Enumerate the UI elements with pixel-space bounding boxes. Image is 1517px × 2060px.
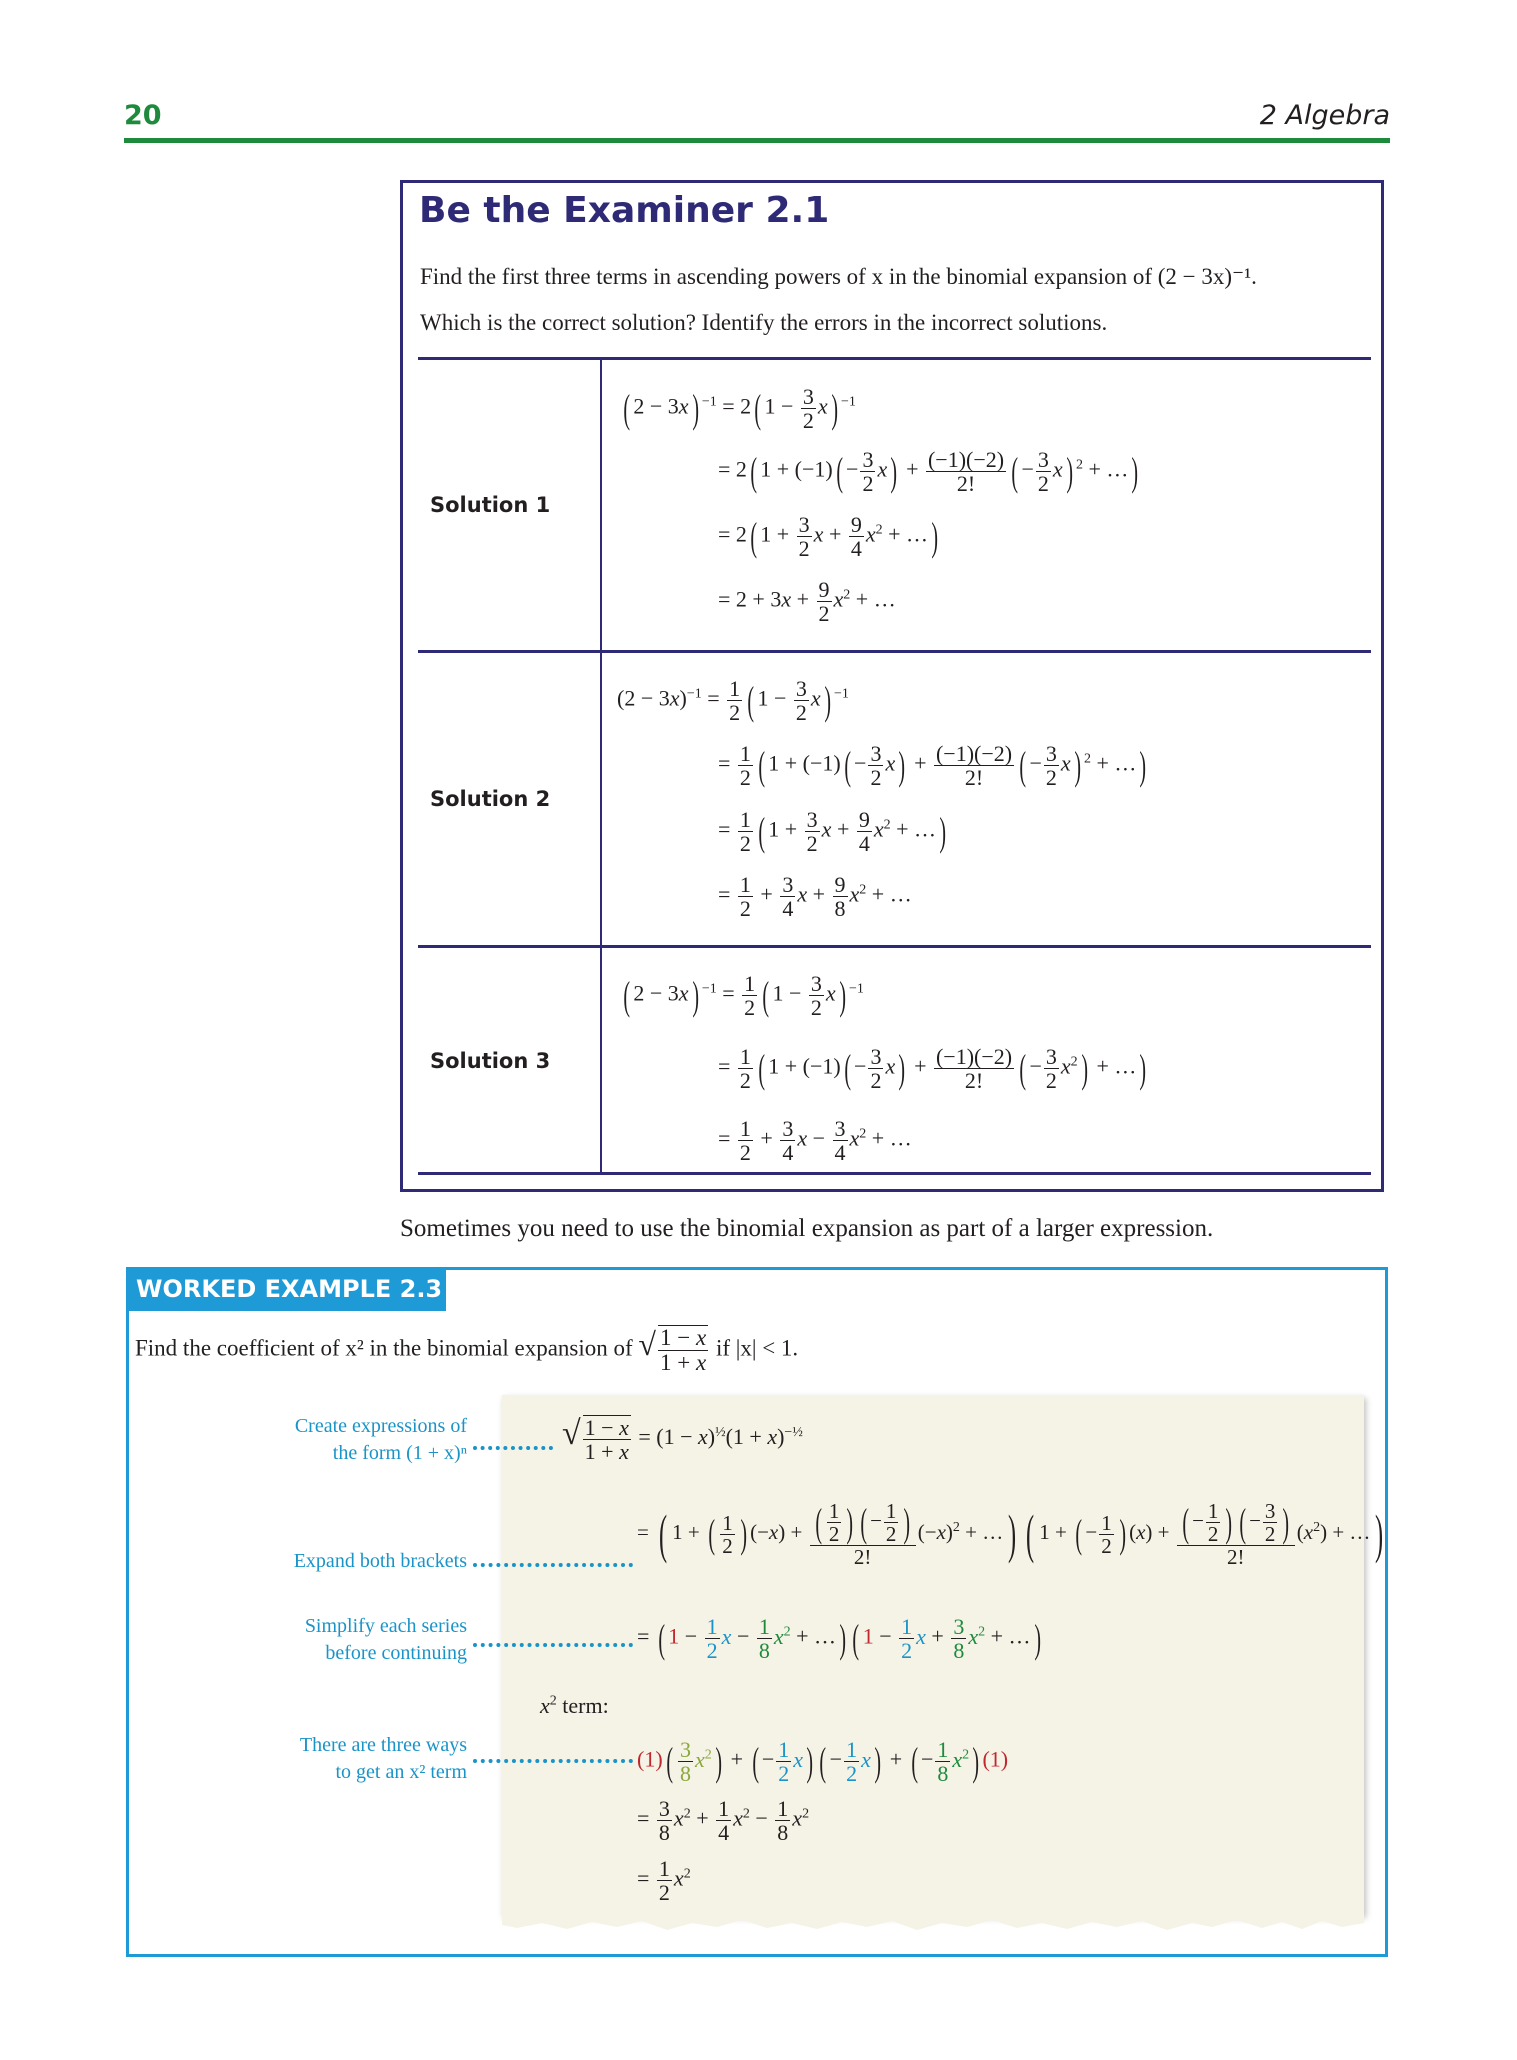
solution-label: Solution 3 (430, 1049, 551, 1073)
working-line-2: = ( 1 + ( $\frac{1}{2}$ ) (−x) + ( $\frac{1}{2}$ ) ( − $\frac{1}{2}$ ) 2! $(-x)^2$ + …) ( 1 + ( − $\frac{1}{2}$ ) (x) + ( − $\frac{1}{2}$ ) ( − $\frac{3}{2}$ ) 2! $(x^2)$ + …) (637, 1499, 1384, 1570)
worked-example-question: Find the coefficient of x² in the binomial expansion of √ $\frac{1 - x}{1 + x}$ if |x| < 1. (135, 1325, 799, 1376)
page-number: 20 (124, 100, 162, 131)
solution-1-line-3: = 2( 1 + $\frac{3}{2}$ x + $\frac{9}{4}$ $x^2$ + …) (718, 512, 939, 562)
working-line-3: = ( 1 − $\frac{1}{2}$ x − $\frac{1}{8}$ $x^2$ + …) ( 1 − $\frac{1}{2}$ x + $\frac{3}{8}$ $x^2$ + …) (637, 1614, 1041, 1664)
torn-edge (502, 1905, 1364, 1935)
solution-2-line-4: = $\frac{1}{2}$ + $\frac{3}{4}$ x + $\frac{9}{8}$ $x^2$ + … (718, 872, 912, 922)
examiner-question: Find the first three terms in ascending powers of x in the binomial expansion of (2 − 3x)⁻¹. (420, 264, 1257, 289)
working-line-5: = $\frac{3}{8}$ $x^2$ + $\frac{1}{4}$ $x^2$ − $\frac{1}{8}$ $x^2$ (637, 1796, 810, 1846)
question-text: Find the coefficient of x² in the binomial expansion of (135, 1335, 633, 1361)
examiner-instruction: Which is the correct solution? Identify the errors in the incorrect solutions. (420, 310, 1108, 335)
x2-term-label: $x^2$ term: (540, 1693, 609, 1718)
working-line-4: (1)( $\frac{3}{8}$ $x^2$) + ( − $\frac{1}{2}$ x) ( − $\frac{1}{2}$ x) + ( − $\frac{1}{8}$ $x^2$) (1) (637, 1737, 1009, 1787)
working-line-6: = $\frac{1}{2}$ $x^2$ (637, 1856, 691, 1906)
solution-1-line-4: = 2 + 3x + $\frac{9}{2}$ $x^2$ + … (718, 577, 896, 627)
solution-label: Solution 1 (430, 493, 551, 517)
solution-3-line-1: ( 2 − 3x) $^{-1}$ = $\frac{1}{2}$ ( 1 − $\frac{3}{2}$ x) $^{-1}$ (623, 971, 864, 1021)
solution-2-line-1: $(2 - 3x)^{-1}$ = $\frac{1}{2}$ ( 1 − $\frac{3}{2}$ x) $^{-1}$ (617, 676, 849, 726)
solution-2-line-2: = $\frac{1}{2}$ ( 1 + (−1)( − $\frac{3}{2}$ x) + $\frac{(-1)(-2)}{2!}$ ( − $\frac{3}{2}$ x) $^2$ + …) (718, 741, 1147, 791)
table-rule (418, 650, 1371, 653)
margin-note: There are three ways to get an x² term (299, 1734, 467, 1783)
table-rule (418, 945, 1371, 948)
margin-note: Expand both brackets (293, 1550, 467, 1572)
margin-note: Create expressions of the form (1 + x)ⁿ (294, 1415, 467, 1464)
solution-3-line-3: = $\frac{1}{2}$ + $\frac{3}{4}$ x − $\frac{3}{4}$ $x^2$ + … (718, 1116, 912, 1166)
question-tail: if |x| < 1. (715, 1335, 799, 1361)
worked-example-tag: WORKED EXAMPLE 2.3 (126, 1267, 446, 1311)
examiner-title: Be the Examiner 2.1 (419, 190, 830, 231)
working-line-1: √ $\frac{1 - x}{1 + x}$ = $(1 - x)^{\frac{1}{2}}(1 + x)^{-\frac{1}{2}}$ (562, 1415, 803, 1465)
leader-dots (473, 1759, 633, 1763)
leader-dots (473, 1446, 553, 1450)
solution-1-line-2: = 2( 1 + (−1)( − $\frac{3}{2}$ x) + $\frac{(-1)(-2)}{2!}$ ( − $\frac{3}{2}$ x) $^2$ + …) (718, 447, 1139, 497)
solution-label: Solution 2 (430, 787, 551, 811)
solution-3-line-2: = $\frac{1}{2}$ ( 1 + (−1)( − $\frac{3}{2}$ x) + $\frac{(-1)(-2)}{2!}$ ( − $\frac{3}{2}$ $x^2$) + …) (718, 1044, 1147, 1094)
margin-note: Simplify each series before continuing (304, 1615, 467, 1664)
header-rule (124, 138, 1390, 143)
table-divider (600, 360, 602, 1174)
table-rule (418, 1172, 1371, 1175)
solution-1-line-1: ( 2 − 3x) $^{-1}$ = 2( 1 − $\frac{3}{2}$ x) $^{-1}$ (623, 384, 856, 434)
chapter-title: 2 Algebra (1259, 100, 1390, 131)
table-rule (418, 357, 1371, 360)
bridge-text: Sometimes you need to use the binomial expansion as part of a larger expression. (400, 1215, 1214, 1242)
leader-dots (473, 1563, 633, 1567)
leader-dots (473, 1643, 633, 1647)
solution-2-line-3: = $\frac{1}{2}$ ( 1 + $\frac{3}{2}$ x + $\frac{9}{4}$ $x^2$ + …) (718, 807, 947, 857)
